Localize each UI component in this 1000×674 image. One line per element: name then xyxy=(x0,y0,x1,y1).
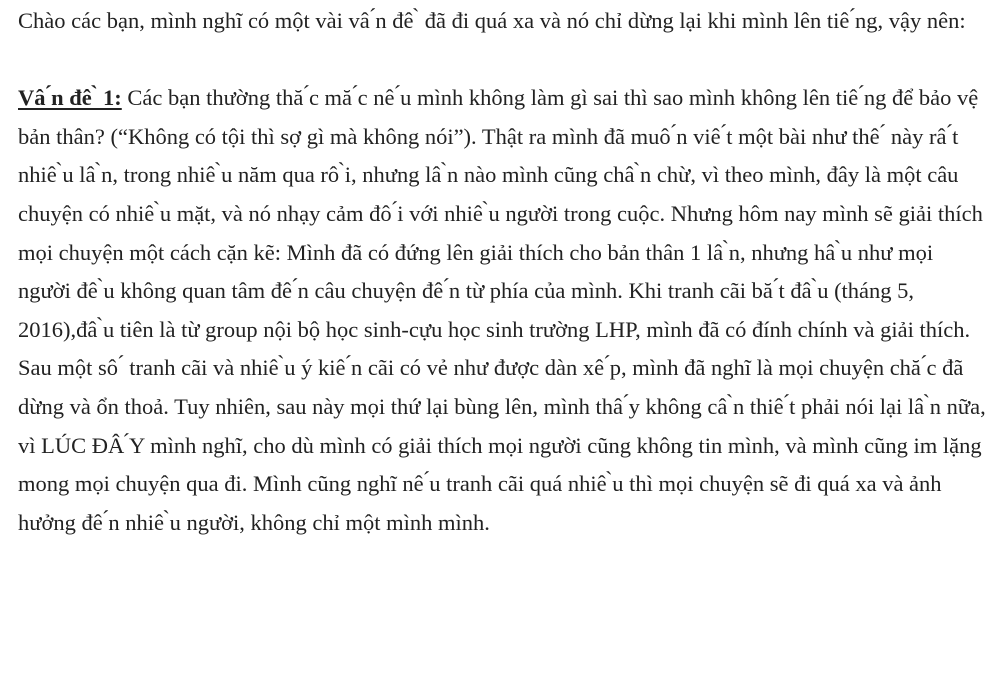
issue-1-paragraph xyxy=(18,79,990,542)
issue-1-heading: Vâ ́n đê ̀ 1: xyxy=(18,85,122,111)
issue-1-text: Các bạn thường thă ́c mă ́c nê ́u mình không làm gì sai thì sao mình không lên tiê ́ng để bảo vệ bản thân? (“Không có tội thì sợ gì mà không nói”). Thật ra mình đã muô ́n viê ́t một bài như thê ́ này râ ́t nhiê ̀u lâ ̀n, trong nhiê ̀u năm qua rô ̀i, nhưng lâ ̀n nào mình cũng châ ̀n chừ, vì theo mình, đây là một câu chuyện có nhiê ̀u mặt, và nó nhạy cảm đô ́i với nhiê ̀u người trong cuộc. Nhưng hôm nay mình sẽ giải thích mọi chuyện một cách cặn kẽ: Mình đã có đứng lên giải thích cho bản thân 1 lâ ̀n, nhưng hâ ̀u như mọi người đê ̀u không quan tâm đê ́n câu chuyện đê ́n từ phía của mình. Khi tranh cãi bă ́t đâ ̀u (tháng 5, 2016),đâ ̀u tiên là từ group nội bộ học sinh-cựu học sinh trường LHP, mình đã có đính chính và giải thích. Sau một sô ́ tranh cãi và nhiê ̀u ý kiê ́n cãi có vẻ như được dàn xê ́p, mình đã nghĩ là mọi chuyện chă ́c đã dừng và ổn thoả. Tuy nhiên, sau này mọi thứ lại bùng lên, mình thâ ́y không câ ̀n thiê ́t phải nói lại lâ ̀n nữa, vì LÚC ĐÂ ́Y mình nghĩ, cho dù mình có giải thích mọi người cũng không tin mình, và mình cũng im lặng mong mọi chuyện qua đi. Mình cũng nghĩ nê ́u tranh cãi quá nhiê ̀u thì mọi chuyện sẽ đi quá xa và ảnh hưởng đê ́n nhiê ̀u người, không chỉ một mình mình. xyxy=(18,85,986,535)
intro-paragraph: Chào các bạn, mình nghĩ có một vài vâ ́n đê ̀ đã đi quá xa và nó chỉ dừng lại khi mình lên tiê ́ng, vậy nên: xyxy=(18,8,966,33)
